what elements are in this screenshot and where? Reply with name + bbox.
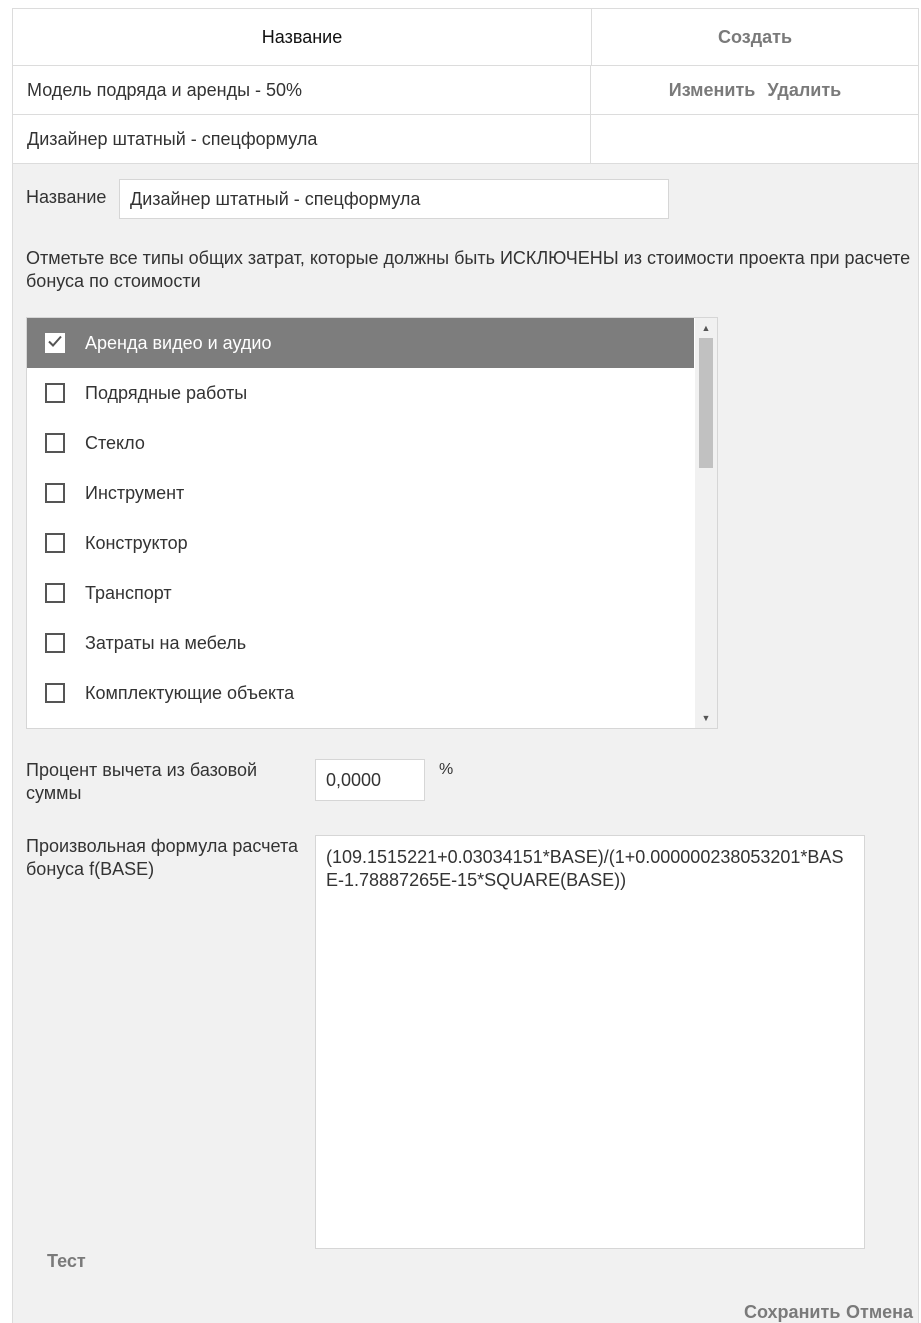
list-item[interactable] bbox=[27, 368, 694, 418]
delete-button[interactable]: Удалить bbox=[767, 79, 842, 100]
save-button[interactable]: Сохранить bbox=[744, 1302, 841, 1322]
scroll-up-arrow-icon[interactable]: ▲ bbox=[701, 323, 711, 333]
percent-sign: % bbox=[439, 761, 454, 778]
list-item[interactable] bbox=[27, 618, 694, 668]
scroll-thumb[interactable] bbox=[699, 338, 713, 468]
formula-input[interactable] bbox=[315, 835, 865, 1249]
test-button[interactable]: Тест bbox=[47, 1251, 86, 1271]
checkbox[interactable] bbox=[45, 683, 65, 703]
percent-deduction-input[interactable] bbox=[315, 759, 425, 801]
scroll-down-arrow-icon[interactable]: ▼ bbox=[701, 713, 711, 723]
row-actions bbox=[592, 66, 918, 114]
list-item-label: Стекло bbox=[85, 432, 145, 453]
checkbox[interactable] bbox=[45, 633, 65, 653]
checkbox[interactable] bbox=[45, 433, 65, 453]
list-item-label: Конструктор bbox=[85, 532, 188, 553]
row-actions-empty bbox=[592, 115, 918, 163]
list-item-label: Затраты на мебель bbox=[85, 632, 247, 653]
list-item[interactable] bbox=[27, 568, 694, 618]
column-header-name: Название bbox=[13, 9, 592, 65]
list-item-label: Комплектующие объекта bbox=[85, 682, 295, 703]
row-name: Дизайнер штатный - спецформула bbox=[13, 115, 591, 163]
checkmark-icon bbox=[47, 333, 63, 354]
name-field-label: Название bbox=[26, 187, 107, 207]
checkbox[interactable] bbox=[45, 483, 65, 503]
list-item[interactable] bbox=[27, 668, 694, 718]
list-item-label: Подрядные работы bbox=[85, 382, 248, 403]
checkbox[interactable] bbox=[45, 533, 65, 553]
list-item[interactable] bbox=[27, 318, 694, 368]
list-item[interactable] bbox=[27, 418, 694, 468]
edit-button[interactable]: Изменить bbox=[668, 79, 756, 100]
name-field[interactable] bbox=[119, 179, 669, 219]
table-header-row bbox=[13, 9, 918, 66]
list-item[interactable] bbox=[27, 468, 694, 518]
checkbox[interactable] bbox=[45, 583, 65, 603]
list-item[interactable] bbox=[27, 518, 694, 568]
checkbox[interactable] bbox=[45, 383, 65, 403]
create-cell bbox=[592, 9, 918, 65]
formula-label: Произвольная формула расчета бонуса f(BASE) bbox=[26, 836, 299, 879]
cost-types-list[interactable] bbox=[26, 317, 718, 729]
table-row[interactable] bbox=[13, 66, 918, 115]
exclusion-instructions: Отметьте все типы общих затрат, которые должны быть ИСКЛЮЧЕНЫ из стоимости проекта при расчете бонуса по стоимости bbox=[26, 248, 911, 291]
checkbox[interactable] bbox=[45, 333, 65, 353]
list-scrollbar[interactable] bbox=[695, 318, 717, 728]
percent-deduction-label: Процент вычета из базовой суммы bbox=[26, 760, 258, 803]
row-name: Модель подряда и аренды - 50% bbox=[13, 66, 591, 114]
list-item-label: Аренда видео и аудио bbox=[85, 332, 272, 353]
list-item-label: Транспорт bbox=[85, 582, 172, 603]
table-row[interactable] bbox=[13, 115, 918, 164]
bonus-formula-editor bbox=[12, 8, 919, 1323]
list-item-label: Инструмент bbox=[85, 482, 185, 503]
cancel-button[interactable]: Отмена bbox=[846, 1302, 914, 1322]
create-button[interactable]: Создать bbox=[717, 26, 793, 47]
